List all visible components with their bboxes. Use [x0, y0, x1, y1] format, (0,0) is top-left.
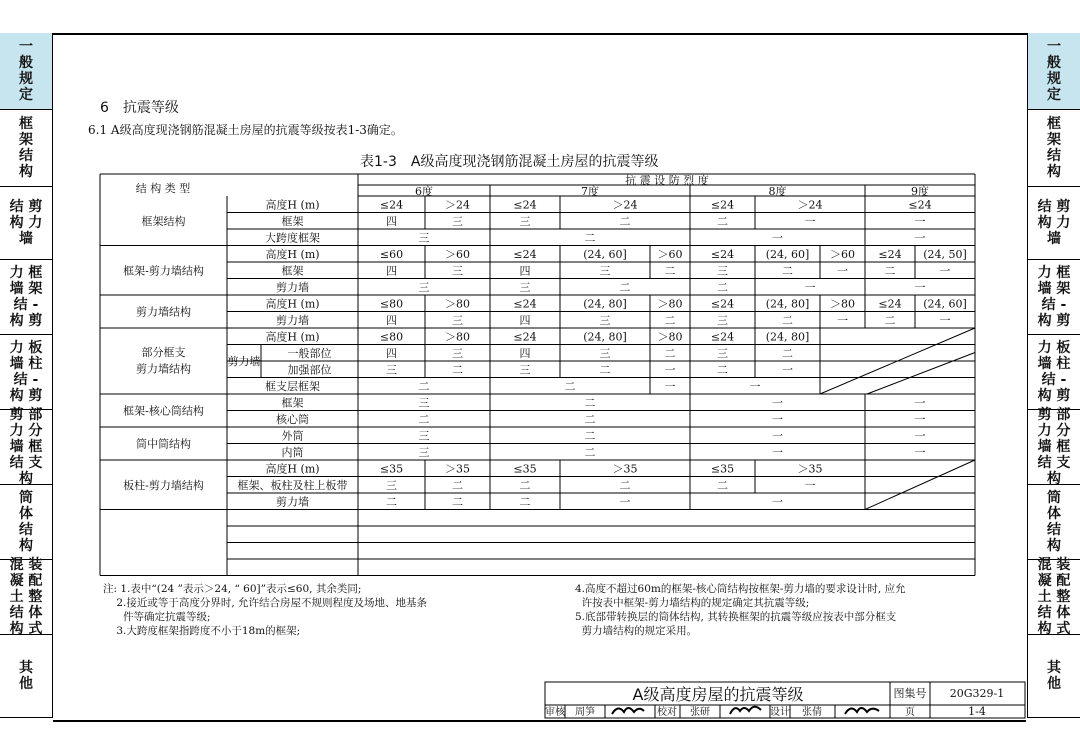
cell-55: (24, 80]: [583, 297, 627, 311]
header-intensity: 抗 震 设 防 烈 度: [625, 174, 709, 187]
cell-69: 一: [837, 313, 848, 327]
right-tab-label: 框 架 结 构: [1047, 116, 1061, 180]
cell-113: 内筒: [281, 445, 304, 459]
cell-78: ＞80: [445, 330, 470, 344]
cell-59: ＞80: [830, 297, 855, 311]
cell-108: 二: [418, 412, 430, 426]
cell-129: ≤35: [710, 462, 735, 476]
cell-81: ＞80: [657, 330, 683, 344]
row-partial-2: 剪力墙结构: [136, 362, 191, 376]
cell-35: 三: [452, 264, 463, 278]
cell-133: 二: [519, 478, 531, 492]
cell-90: 二: [782, 346, 793, 360]
cell-93: 三: [519, 363, 531, 377]
cell-54: ≤24: [513, 297, 537, 311]
cell-141: 一: [772, 495, 783, 509]
cell-1: 框架: [281, 214, 304, 228]
cell-87: 三: [599, 346, 611, 360]
cell-74: 剪力墙: [227, 355, 261, 368]
cell-14: 二: [717, 214, 728, 228]
check-signature: [730, 707, 761, 714]
cell-34: 四: [386, 264, 397, 278]
header-structure-type: 结 构 类 型: [135, 182, 191, 195]
row-tube-in-tube: 筒中筒结构: [136, 437, 191, 451]
design-label: 设计: [770, 707, 790, 718]
cell-7: ≤24: [710, 198, 735, 212]
cell-31: ＞60: [830, 247, 855, 261]
cell-64: 四: [519, 313, 531, 327]
right-tab-9[interactable]: [1028, 635, 1080, 718]
page-number: 1-4: [968, 705, 986, 718]
atlas-label: 图集号: [893, 687, 927, 700]
cell-23: 剪力墙: [276, 280, 309, 294]
cell-102: 框架: [281, 396, 304, 410]
left-tab-label: 力 框 墙 架 结 - 构 剪: [9, 265, 43, 329]
right-tab-6[interactable]: [1028, 407, 1080, 487]
cell-111: 一: [914, 412, 926, 426]
cell-33: (24, 50]: [923, 247, 967, 261]
cell-48: 一: [804, 280, 816, 294]
cell-37: 三: [599, 264, 611, 278]
cell-17: 三: [418, 231, 430, 245]
title-block-title: A级高度房屋的抗震等级: [632, 685, 804, 704]
cell-104: 三: [418, 396, 430, 410]
cell-140: 一: [619, 495, 631, 509]
cell-100: 一: [664, 379, 676, 393]
right-tab-label: 力 框 墙 架 结 - 构 剪: [1037, 265, 1071, 329]
cell-57: ≤24: [710, 297, 735, 311]
left-tab-4[interactable]: [0, 260, 52, 335]
cell-97: 一: [782, 363, 793, 377]
left-tab-label: 框 架 结 构: [19, 116, 33, 180]
cell-42: 二: [884, 264, 896, 278]
right-tab-3[interactable]: [1028, 187, 1080, 260]
cell-106: 一: [772, 396, 783, 410]
cell-61: (24, 60]: [923, 297, 967, 311]
design-signature: [845, 708, 879, 714]
cell-40: 二: [782, 264, 793, 278]
cell-68: 二: [782, 313, 793, 327]
cell-56: ＞80: [657, 297, 683, 311]
cell-4: ＞24: [445, 198, 470, 212]
cell-46: 二: [619, 280, 631, 294]
cell-12: 三: [519, 214, 531, 228]
cell-45: 三: [519, 280, 531, 294]
cell-27: (24, 60]: [583, 247, 627, 261]
cell-91: 三: [386, 363, 397, 377]
cell-114: 三: [418, 429, 430, 443]
row-slab-column: 板柱-剪力墙结构: [123, 478, 204, 492]
cell-138: 二: [452, 495, 463, 509]
cell-63: 三: [452, 313, 463, 327]
cell-86: 四: [519, 346, 531, 360]
cell-107: 一: [914, 396, 926, 410]
header-9deg: 9度: [911, 185, 929, 198]
cell-124: 剪力墙: [276, 495, 309, 509]
cell-67: 三: [717, 313, 728, 327]
cell-22: 框架: [281, 264, 304, 278]
left-tab-label: 一 般 规 定: [19, 39, 33, 103]
left-tab-2[interactable]: [0, 110, 52, 187]
right-tab-2[interactable]: [1028, 110, 1080, 187]
cell-82: ≤24: [710, 330, 735, 344]
left-tab-label: 其 他: [19, 660, 33, 692]
cell-135: 二: [717, 478, 728, 492]
review-name: 周笋: [575, 707, 595, 718]
cell-3: ≤24: [379, 198, 404, 212]
cell-53: ＞80: [445, 297, 470, 311]
cell-52: ≤80: [379, 297, 404, 311]
cell-128: ＞35: [612, 462, 638, 476]
cell-76: 加强部位: [287, 363, 332, 377]
cell-110: 一: [772, 412, 783, 426]
cell-136: 一: [804, 478, 816, 492]
cell-44: 三: [418, 280, 430, 294]
left-tab-label: 剪 部 力 分 墙 框 结 支 构: [9, 407, 43, 487]
cell-32: ≤24: [878, 247, 902, 261]
cell-84: 四: [386, 346, 397, 360]
cell-38: 二: [664, 264, 676, 278]
cell-66: 二: [664, 313, 676, 327]
cell-13: 二: [619, 214, 631, 228]
cell-71: 一: [939, 313, 951, 327]
left-tab-5[interactable]: [0, 335, 52, 410]
cell-73: 框支层框架: [265, 379, 320, 393]
cell-77: ≤80: [379, 330, 404, 344]
notes-left: 注: 1.表中“(24 ”表示＞24, “ 60]”表示≤60, 其余类同; 2.接近或等于高度分界时, 允许结合房屋不规则程度及场地、地基条 件等确定抗震等级; 3.大跨度框架指跨度不小于18m的框架;: [103, 583, 428, 637]
cell-95: 一: [664, 363, 676, 377]
review-label: 审核: [545, 707, 565, 718]
cell-18: 二: [584, 231, 596, 245]
cell-11: 三: [452, 214, 463, 228]
review-signature: [612, 708, 644, 714]
cell-126: ＞35: [445, 462, 470, 476]
left-tab-label: 力 板 墙 柱 结 - 构 剪: [9, 340, 43, 404]
cell-123: 框架、板柱及柱上板带: [237, 478, 348, 492]
cell-49: 一: [914, 280, 926, 294]
right-tab-label: 一 般 规 定: [1047, 39, 1061, 103]
cell-103: 核心筒: [276, 412, 309, 426]
cell-116: 一: [772, 429, 783, 443]
cell-6: ＞24: [612, 198, 638, 212]
cell-50: 高度H (m): [265, 297, 320, 311]
cell-75: 一般部位: [287, 346, 332, 360]
right-tab-label: 筒 体 结 构: [1047, 490, 1061, 554]
header-6deg: 6度: [415, 185, 433, 198]
cell-79: ≤24: [513, 330, 537, 344]
cell-125: ≤35: [379, 462, 404, 476]
cell-122: 高度H (m): [265, 462, 320, 476]
right-tab-label: 其 他: [1047, 660, 1061, 692]
check-label: 校对: [657, 707, 677, 718]
notes-right: 4.高度不超过60m的框架-核心筒结构按框架-剪力墙的要求设计时, 应允 许按表中框架-剪力墙结构的规定确定其抗震等级; 5.底部带转换层的筒体结构, 其转换框架的抗震等级应按表中部分框支 剪力墙结构的规定采用。: [575, 583, 906, 637]
right-tab-label: 结 剪 构 力 墙: [1037, 199, 1071, 247]
atlas-number: 20G329-1: [949, 687, 1005, 700]
left-tab-label: 筒 体 结 构: [19, 490, 33, 554]
cell-24: ≤60: [379, 247, 404, 261]
cell-0: 高度H (m): [265, 198, 320, 212]
cell-127: ≤35: [513, 462, 537, 476]
cell-72: 高度H (m): [265, 330, 320, 344]
cell-5: ≤24: [513, 198, 537, 212]
cell-51: 剪力墙: [276, 313, 309, 327]
right-tab-8[interactable]: [1028, 557, 1080, 637]
cell-60: ≤24: [878, 297, 902, 311]
cell-47: 二: [717, 280, 728, 294]
cell-36: 四: [519, 264, 531, 278]
left-tab-7[interactable]: [0, 485, 52, 560]
cell-10: 四: [386, 214, 397, 228]
right-tab-4[interactable]: [1028, 260, 1080, 335]
cell-28: ＞60: [657, 247, 683, 261]
right-tab-label: 剪 部 力 分 墙 框 结 支 构: [1037, 407, 1071, 487]
cell-20: 一: [914, 231, 926, 245]
cell-112: 外筒: [281, 429, 304, 443]
right-tab-label: 混 装 凝 配 土 整 结 体 构 式: [1037, 557, 1071, 637]
right-tab-5[interactable]: [1028, 335, 1080, 410]
cell-96: 二: [717, 363, 728, 377]
cell-85: 三: [452, 346, 463, 360]
cell-137: 二: [386, 495, 397, 509]
cell-43: 一: [939, 264, 951, 278]
cell-15: 一: [804, 214, 816, 228]
cell-30: (24, 60]: [765, 247, 810, 261]
cell-117: 一: [914, 429, 926, 443]
section-heading: 6 抗震等级: [100, 100, 179, 116]
right-tab-label: 力 板 墙 柱 结 - 构 剪: [1037, 340, 1071, 404]
cell-65: 三: [599, 313, 611, 327]
cell-26: ≤24: [513, 247, 537, 261]
cell-80: (24, 80]: [583, 330, 627, 344]
cell-19: 一: [772, 231, 783, 245]
cell-139: 二: [519, 495, 531, 509]
cell-99: 二: [564, 379, 576, 393]
cell-101: 一: [749, 379, 761, 393]
cell-115: 二: [584, 429, 596, 443]
header-7deg: 7度: [581, 185, 599, 198]
left-tab-8[interactable]: [0, 557, 52, 637]
cell-118: 三: [418, 445, 430, 459]
cell-83: (24, 80]: [765, 330, 810, 344]
left-tab-1[interactable]: [0, 33, 52, 110]
left-tab-6[interactable]: [0, 407, 52, 487]
right-tab-1[interactable]: [1028, 33, 1080, 110]
cell-119: 二: [584, 445, 596, 459]
row-frame-core: 框架-核心筒结构: [123, 404, 204, 418]
cell-16: 一: [914, 214, 926, 228]
cell-88: 二: [664, 346, 676, 360]
row-frame-shear: 框架-剪力墙结构: [123, 264, 204, 278]
cell-25: ＞60: [445, 247, 470, 261]
header-8deg: 8度: [768, 185, 787, 198]
cell-62: 四: [386, 313, 397, 327]
cell-21: 高度H (m): [265, 247, 320, 261]
row-frame: 框架结构: [141, 214, 186, 228]
cell-132: 二: [452, 478, 463, 492]
page-label: 页: [905, 707, 915, 718]
cell-58: (24, 80]: [765, 297, 810, 311]
cell-94: 二: [599, 363, 611, 377]
cell-131: 三: [386, 478, 397, 492]
row-shear-wall: 剪力墙结构: [136, 305, 191, 319]
left-tab-label: 结 剪 构 力 墙: [9, 199, 43, 247]
cell-70: 二: [884, 313, 896, 327]
cell-89: 三: [717, 346, 728, 360]
cell-130: ＞35: [797, 462, 823, 476]
cell-98: 二: [418, 379, 430, 393]
cell-120: 一: [772, 445, 783, 459]
cell-8: ＞24: [797, 198, 823, 212]
cell-2: 大跨度框架: [265, 231, 320, 245]
left-tab-label: 混 装 凝 配 土 整 结 体 构 式: [9, 557, 43, 637]
right-tab-7[interactable]: [1028, 485, 1080, 560]
cell-39: 三: [717, 264, 728, 278]
cell-105: 二: [584, 396, 596, 410]
cell-121: 一: [914, 445, 926, 459]
table-title: 表1-3 A级高度现浇钢筋混凝土房屋的抗震等级: [360, 154, 659, 170]
row-partial-1: 部分框支: [141, 345, 186, 359]
cell-9: ≤24: [908, 198, 932, 212]
left-tab-3[interactable]: [0, 187, 52, 260]
cell-41: 一: [837, 264, 848, 278]
cell-92: 二: [452, 363, 463, 377]
design-name: 张倩: [802, 707, 822, 718]
cell-109: 二: [584, 412, 596, 426]
left-tab-9[interactable]: [0, 635, 52, 718]
check-name: 张研: [690, 707, 710, 718]
cell-134: 二: [619, 478, 631, 492]
cell-29: ≤24: [710, 247, 735, 261]
section-paragraph: 6.1 A级高度现浇钢筋混凝土房屋的抗震等级按表1-3确定。: [88, 123, 403, 137]
